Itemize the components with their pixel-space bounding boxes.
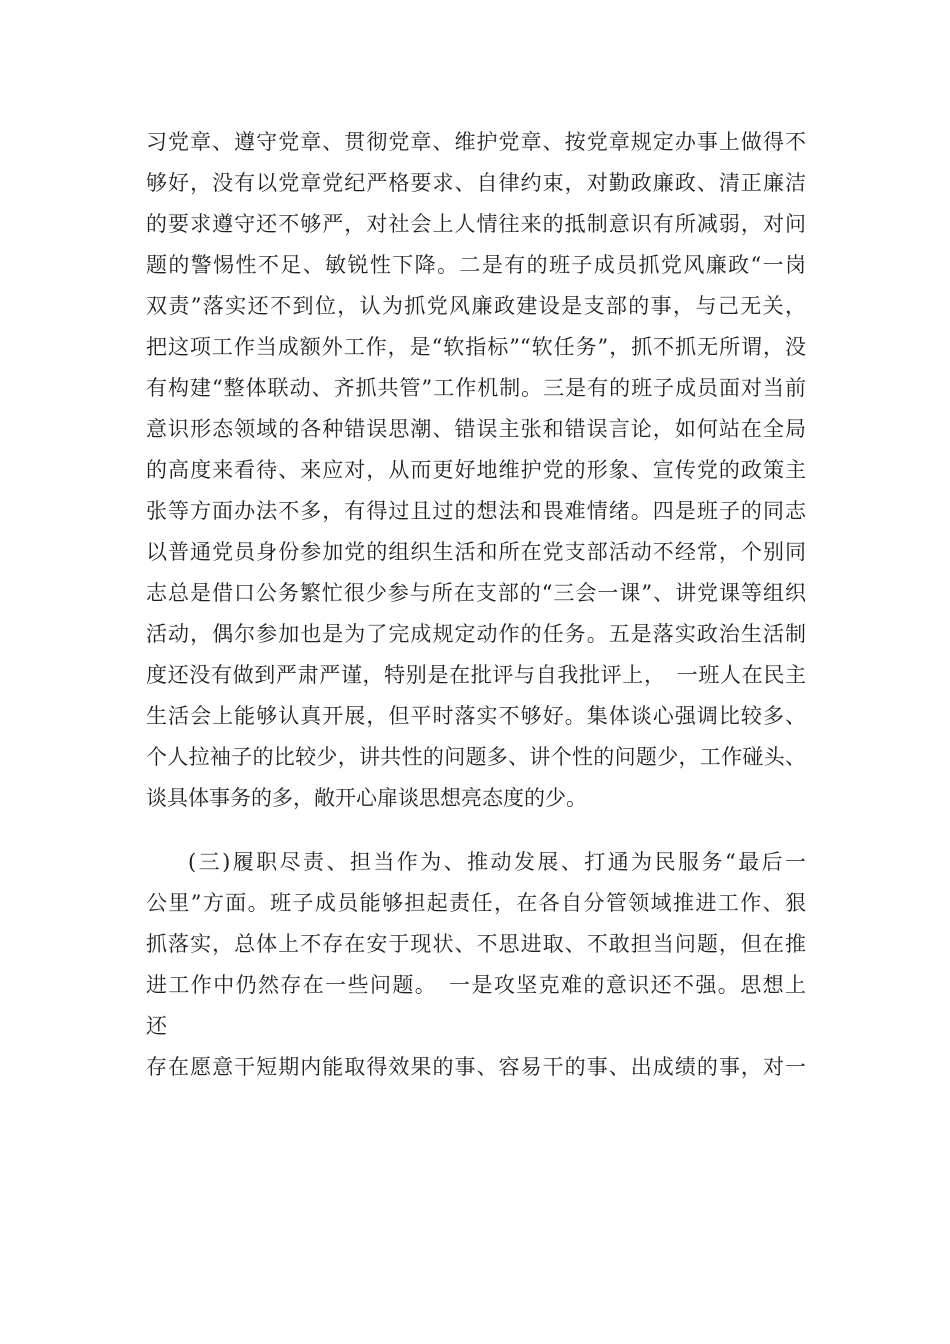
text-line: 题的警惕性不足、敏锐性下降。二是有的班子成员抓党风廉政“一岗: [146, 253, 806, 277]
text-line-last: 谈具体事务的多，敞开心扉谈思想亮态度的少。: [146, 786, 587, 810]
text-line: 志总是借口公务繁忙很少参与所在支部的“三会一课”、讲党课等组织: [146, 581, 806, 605]
text-line: 把这项工作当成额外工作，是“软指标”“软任务”，抓不抓无所谓，没: [146, 335, 806, 359]
text-line: 活动，偶尔参加也是为了完成规定动作的任务。五是落实政治生活制: [146, 622, 806, 646]
text-line-indented: (三)履职尽责、担当作为、推动发展、打通为民服务“最后一: [188, 850, 806, 874]
text-line: 抓落实，总体上不存在安于现状、不思进取、不敢担当问题，但在推: [146, 932, 806, 956]
text-line: 的要求遵守还不够严，对社会上人情往来的抵制意识有所减弱，对问: [146, 212, 806, 236]
paragraph-2: [146, 842, 806, 1088]
text-line: 张等方面办法不多，有得过且过的想法和畏难情绪。四是班子的同志: [146, 499, 806, 523]
text-line-short: 还: [146, 1014, 167, 1038]
text-line: 度还没有做到严肃严谨，特别是在批评与自我批评上， 一班人在民主: [146, 663, 806, 687]
text-line: 意识形态领域的各种错误思潮、错误主张和错误言论，如何站在全局: [146, 417, 806, 441]
paragraph-1: [146, 122, 806, 819]
text-line: 双责”落实还不到位，认为抓党风廉政建设是支部的事，与己无关，: [146, 294, 806, 318]
text-line: 的高度来看待、来应对，从而更好地维护党的形象、宣传党的政策主: [146, 458, 806, 482]
text-line: 以普通党员身份参加党的组织生活和所在党支部活动不经常，个别同: [146, 540, 806, 564]
text-line: 有构建“整体联动、齐抓共管”工作机制。三是有的班子成员面对当前: [146, 376, 806, 400]
text-line: 个人拉袖子的比较少，讲共性的问题多、讲个性的问题少，工作碰头、: [146, 745, 806, 769]
text-line: 生活会上能够认真开展，但平时落实不够好。集体谈心强调比较多、: [146, 704, 806, 728]
text-line: 习党章、遵守党章、贯彻党章、维护党章、按党章规定办事上做得不: [146, 130, 806, 154]
text-line: 进工作中仍然存在一些问题。 一是攻坚克难的意识还不强。思想上: [146, 973, 806, 997]
text-line: 够好，没有以党章党纪严格要求、自律约束，对勤政廉政、清正廉洁: [146, 171, 806, 195]
text-line: 存在愿意干短期内能取得效果的事、容易干的事、出成绩的事，对一: [146, 1055, 806, 1079]
text-line: 公里”方面。班子成员能够担起责任，在各自分管领域推进工作、狠: [146, 891, 806, 915]
